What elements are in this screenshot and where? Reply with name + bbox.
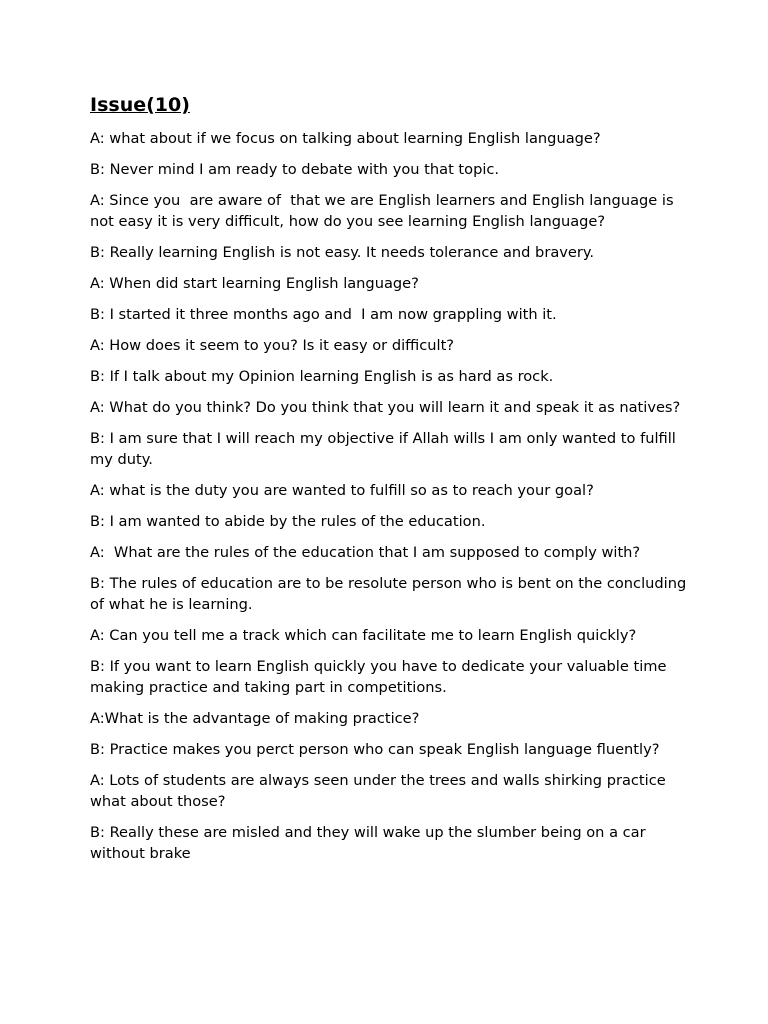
dialogue-line-9: A: What do you think? Do you think that you will learn it and speak it as natives? <box>90 399 681 416</box>
dialogue-line-11: A: what is the duty you are wanted to fulfill so as to reach your goal? <box>90 482 594 499</box>
dialogue-line-16: B: If you want to learn English quickly you have to dedicate your valuable time making practice and taking part in competitions. <box>90 658 672 696</box>
dialogue-line-1: A: what about if we focus on talking about learning English language? <box>90 130 601 147</box>
dialogue-line-10: B: I am sure that I will reach my objective if Allah wills I am only wanted to fulfill my duty. <box>90 430 681 468</box>
dialogue-line-2: B: Never mind I am ready to debate with you that topic. <box>90 161 500 178</box>
dialogue-line-19: A: Lots of students are always seen under the trees and walls shirking practice what about those? <box>90 772 671 810</box>
dialogue-line-14: B: The rules of education are to be resolute person who is bent on the concluding of what he is learning. <box>90 575 691 613</box>
dialogue-line-7: A: How does it seem to you? Is it easy or difficult? <box>90 337 455 354</box>
dialogue-line-20: B: Really these are misled and they will wake up the slumber being on a car without brake <box>90 824 651 862</box>
dialogue-line-18: B: Practice makes you perct person who can speak English language fluently? <box>90 741 660 758</box>
dialogue-line-12: B: I am wanted to abide by the rules of the education. <box>90 513 486 530</box>
dialogue-line-3: A: Since you are aware of that we are English learners and English language is not easy it is very difficult, how do you see learning English language? <box>90 192 679 230</box>
dialogue-line-17: A:What is the advantage of making practice? <box>90 710 420 727</box>
dialogue-line-8: B: If I talk about my Opinion learning English is as hard as rock. <box>90 368 554 385</box>
document-title: Issue(10) <box>90 94 190 116</box>
dialogue-line-5: A: When did start learning English language? <box>90 275 419 292</box>
dialogue-line-6: B: I started it three months ago and I am now grappling with it. <box>90 306 557 323</box>
dialogue-line-4: B: Really learning English is not easy. It needs tolerance and bravery. <box>90 244 595 261</box>
dialogue-line-15: A: Can you tell me a track which can facilitate me to learn English quickly? <box>90 627 637 644</box>
dialogue-line-13: A: What are the rules of the education that I am supposed to comply with? <box>90 544 641 561</box>
document-page <box>90 92 690 874</box>
